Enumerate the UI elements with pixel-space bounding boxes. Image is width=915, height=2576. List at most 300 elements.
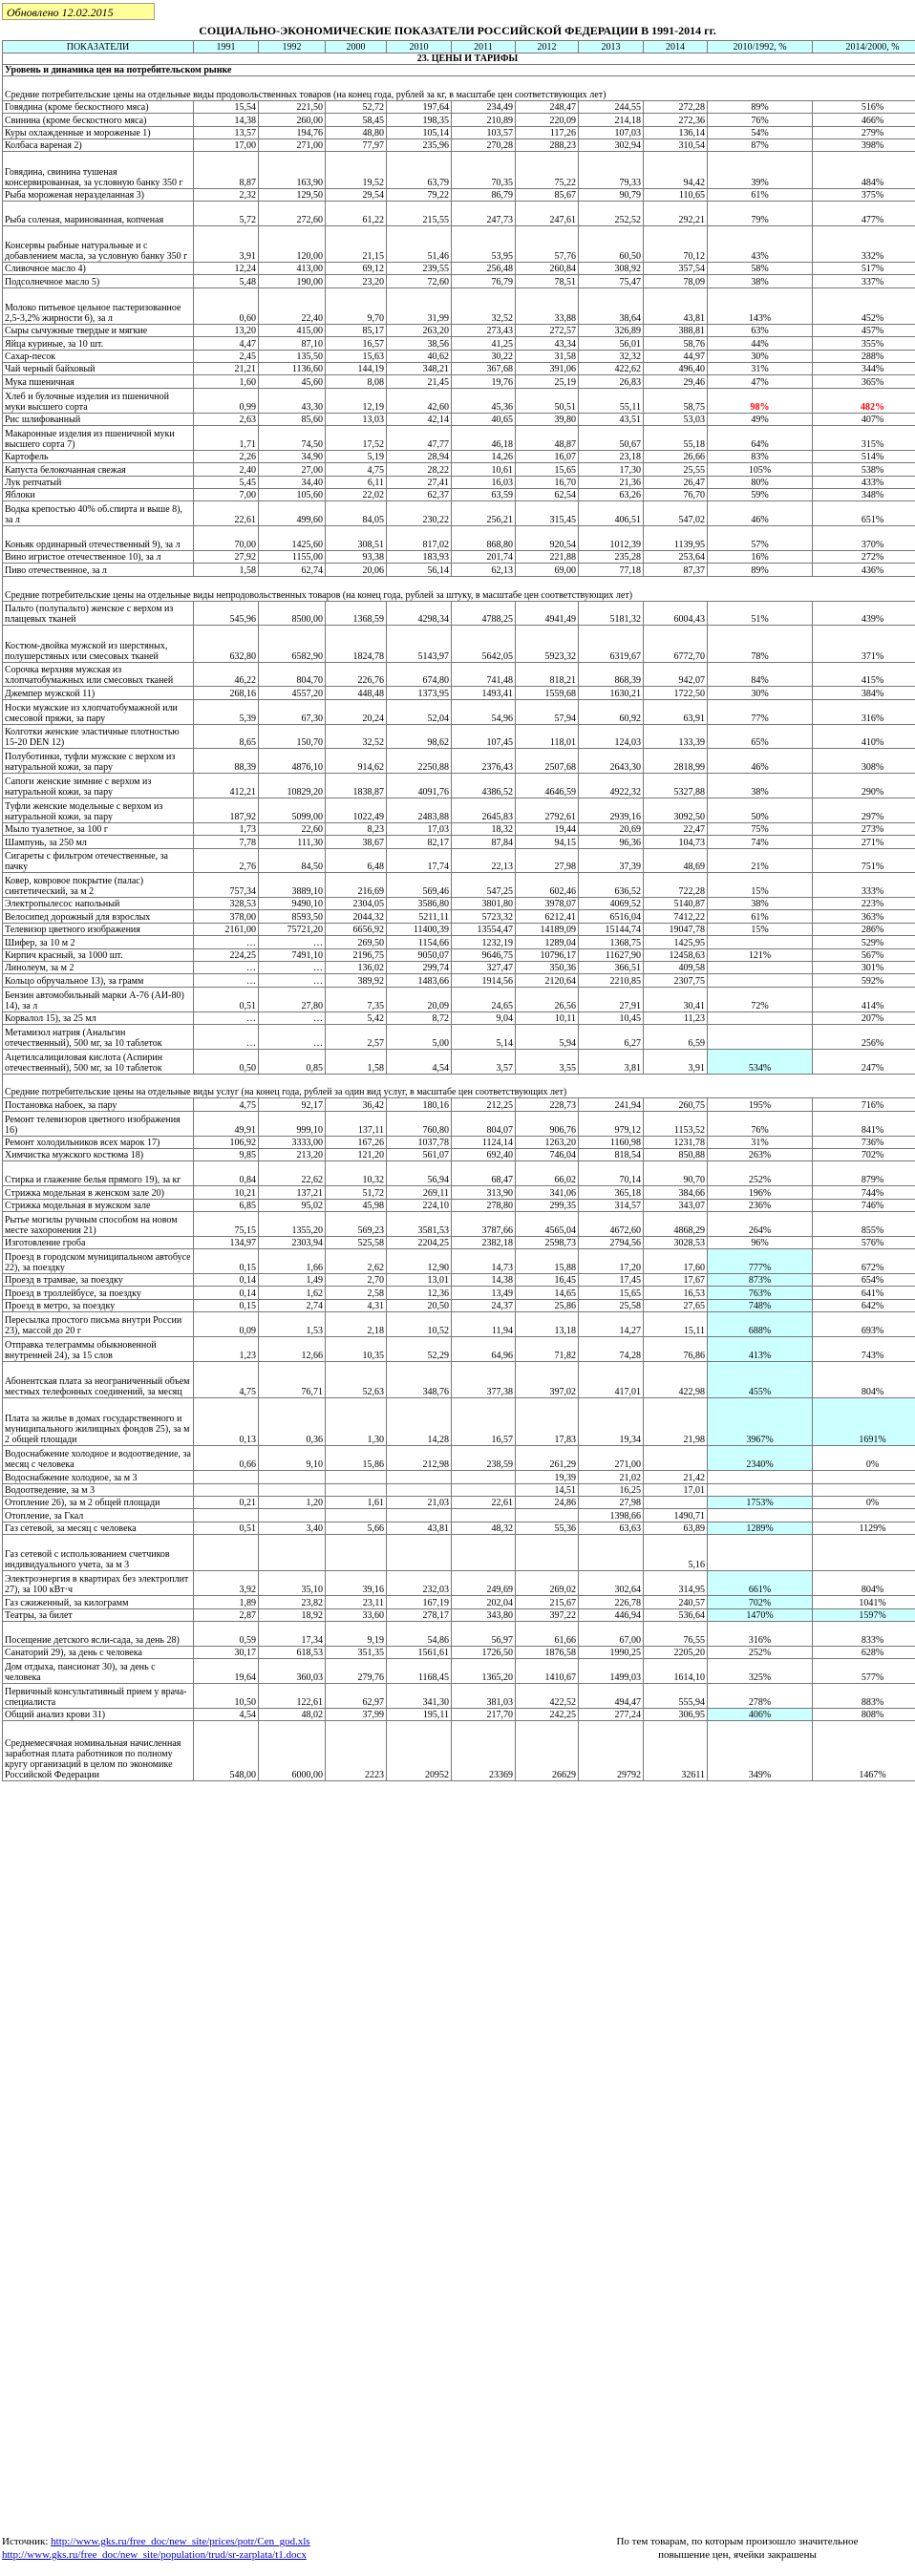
value-cell: 12,66	[259, 1336, 326, 1361]
value-cell: 422,52	[516, 1683, 579, 1708]
indicator-label: Бензин автомобильный марки А-76 (АИ-80) 14), за л	[3, 987, 194, 1011]
value-cell: 57,94	[516, 699, 579, 724]
value-cell: 1136,60	[259, 363, 326, 375]
value-cell: 561,07	[387, 1148, 452, 1160]
value-cell: 190,00	[259, 275, 326, 287]
percent-cell	[708, 1535, 813, 1571]
value-cell: 74,28	[579, 1336, 644, 1361]
value-cell: 87,84	[452, 836, 516, 848]
value-cell: 26,56	[516, 987, 579, 1011]
value-cell: 41,25	[452, 337, 516, 350]
percent-cell: 308%	[813, 749, 915, 774]
value-cell: 55,18	[644, 426, 708, 451]
indicator-label: Подсолнечное масло 5)	[3, 275, 194, 287]
value-cell: 313,90	[452, 1186, 516, 1199]
value-cell: 75,15	[194, 1211, 259, 1236]
value-cell: 52,04	[387, 699, 452, 724]
value-cell: 74,50	[259, 426, 326, 451]
value-cell: 16,25	[579, 1483, 644, 1496]
footer-note-line-2: повышение цен, ячейки закрашены	[658, 2549, 817, 2561]
value-cell: 1232,19	[452, 936, 516, 948]
value-cell: 0,36	[259, 1397, 326, 1446]
value-cell: 366,51	[579, 962, 644, 974]
value-cell: 0,59	[194, 1622, 259, 1647]
indicator-label: Театры, за билет	[3, 1608, 194, 1621]
source-link-wages[interactable]: http://www.gks.ru/free_doc/new_site/population/trud/sr-zarplata/t1.docx	[2, 2549, 307, 2561]
value-cell: 150,70	[259, 724, 326, 749]
percent-cell: 1753%	[708, 1497, 813, 1509]
value-cell: 272,60	[259, 201, 326, 225]
value-cell: 2120,64	[516, 974, 579, 987]
value-cell: 23,20	[326, 275, 387, 287]
value-cell: 261,29	[516, 1446, 579, 1471]
value-cell: 167,26	[326, 1136, 387, 1148]
value-cell: 7491,10	[259, 948, 326, 961]
value-cell: 0,60	[194, 287, 259, 324]
value-cell: 224,10	[387, 1199, 452, 1211]
percent-cell: 105%	[708, 463, 813, 476]
percent-cell: 96%	[708, 1236, 813, 1248]
percent-cell: 777%	[708, 1249, 813, 1274]
value-cell: 247,73	[452, 201, 516, 225]
value-cell: 56,97	[452, 1622, 516, 1647]
value-cell: 51,72	[326, 1186, 387, 1199]
value-cell: 19,34	[579, 1397, 644, 1446]
value-cell: 692,40	[452, 1148, 516, 1160]
value-cell: 1490,71	[644, 1509, 708, 1522]
percent-cell: 89%	[708, 564, 813, 576]
value-cell: 536,64	[644, 1608, 708, 1621]
value-cell: 4788,25	[452, 601, 516, 626]
value-cell: 2376,43	[452, 749, 516, 774]
table-row	[3, 848, 915, 873]
percent-cell: 77%	[708, 699, 813, 724]
value-cell: 2210,85	[579, 974, 644, 987]
value-cell: 5723,32	[452, 910, 516, 923]
table-row	[3, 1336, 915, 1361]
table-row	[3, 1646, 915, 1658]
value-cell: 63,63	[579, 1522, 644, 1534]
value-cell: 1,58	[194, 564, 259, 576]
table-row	[3, 152, 915, 188]
percent-cell: 290%	[813, 774, 915, 798]
value-cell: 133,39	[644, 724, 708, 749]
value-cell: 242,25	[516, 1708, 579, 1720]
value-cell: 35,10	[259, 1571, 326, 1596]
value-cell: 117,26	[516, 126, 579, 138]
value-cell: 343,80	[452, 1608, 516, 1621]
value-cell: 260,00	[259, 114, 326, 126]
value-cell: 9,04	[452, 1011, 516, 1024]
percent-cell: 46%	[708, 749, 813, 774]
value-cell: 868,80	[452, 526, 516, 551]
value-cell: 46,22	[194, 662, 259, 687]
table-row	[3, 1596, 915, 1608]
indicator-label: Кирпич красный, за 1000 шт.	[3, 948, 194, 961]
value-cell: 134,97	[194, 1236, 259, 1248]
value-cell: 230,22	[387, 501, 452, 526]
value-cell: 27,98	[516, 848, 579, 873]
table-row	[3, 1721, 915, 1781]
table-row	[3, 948, 915, 961]
value-cell: 11,94	[452, 1312, 516, 1337]
value-cell: 569,46	[387, 873, 452, 898]
value-cell: 273,43	[452, 324, 516, 336]
table-row	[3, 363, 915, 375]
value-cell: 19,76	[452, 375, 516, 388]
indicator-label: Плата за жилье в домах государственного и муниципального жилищных фондов 25), за м 2 общей площади	[3, 1397, 194, 1446]
value-cell: 44,97	[644, 350, 708, 362]
value-cell: 10,45	[579, 1011, 644, 1024]
table-row	[3, 1098, 915, 1111]
indicator-label: Проезд в троллейбусе, за поездку	[3, 1287, 194, 1299]
indicator-label: Носки мужские из хлопчатобумажной или смесовой пряжи, за пару	[3, 699, 194, 724]
value-cell: 42,14	[387, 413, 452, 425]
percent-cell: 278%	[708, 1683, 813, 1708]
value-cell: 62,37	[387, 489, 452, 501]
value-cell: 260,75	[644, 1098, 708, 1111]
percent-cell: 273%	[813, 822, 915, 835]
indicator-label: Метамизол натрия (Анальгин отечественный), 500 мг, за 10 таблеток	[3, 1025, 194, 1050]
value-cell: 17,00	[194, 138, 259, 151]
percent-cell: 457%	[813, 324, 915, 336]
value-cell: 118,01	[516, 724, 579, 749]
source-link-prices[interactable]: http://www.gks.ru/free_doc/new_site/prices/potr/Cen_god.xls	[51, 2536, 310, 2547]
value-cell: 18,92	[259, 1608, 326, 1621]
value-cell: 215,67	[516, 1596, 579, 1608]
value-cell: 632,80	[194, 626, 259, 662]
value-cell: 105,60	[259, 489, 326, 501]
value-cell: 1425,60	[259, 526, 326, 551]
value-cell: 270,28	[452, 138, 516, 151]
value-cell	[644, 1446, 708, 1471]
value-cell: 17,74	[387, 848, 452, 873]
value-cell: …	[259, 962, 326, 974]
value-cell: 45,36	[452, 388, 516, 413]
value-cell: 22,40	[259, 287, 326, 324]
value-cell: 12458,63	[644, 948, 708, 961]
value-cell: 1,30	[326, 1397, 387, 1446]
value-cell: …	[259, 936, 326, 948]
value-cell: 76,71	[259, 1361, 326, 1397]
value-cell: 52,72	[326, 100, 387, 113]
percent-cell: 365%	[813, 375, 915, 388]
value-cell: 30,17	[194, 1646, 259, 1658]
percent-cell	[708, 1471, 813, 1483]
value-cell: 66,02	[516, 1161, 579, 1186]
table-row	[3, 1497, 915, 1509]
value-cell	[259, 1471, 326, 1483]
value-cell: 27,98	[579, 1497, 644, 1509]
value-cell	[194, 1471, 259, 1483]
value-cell: 16,57	[452, 1397, 516, 1446]
value-cell: 15,88	[516, 1249, 579, 1274]
value-cell: 4941,49	[516, 601, 579, 626]
value-cell: 292,21	[644, 201, 708, 225]
value-cell: 1153,52	[644, 1111, 708, 1136]
percent-cell: 743%	[813, 1336, 915, 1361]
value-cell: 315,45	[516, 501, 579, 526]
value-cell: 1012,39	[579, 526, 644, 551]
value-cell: 13,03	[326, 413, 387, 425]
indicator-label: Сигареты с фильтром отечественные, за пачку	[3, 848, 194, 873]
value-cell: 1,89	[194, 1596, 259, 1608]
table-row	[3, 1148, 915, 1160]
value-cell: 22,62	[259, 1161, 326, 1186]
percent-cell: 271%	[813, 836, 915, 848]
percent-cell: 577%	[813, 1659, 915, 1684]
value-cell: 4565,04	[516, 1211, 579, 1236]
value-cell: 6,27	[579, 1025, 644, 1050]
value-cell: 5099,00	[259, 798, 326, 822]
value-cell: 183,93	[387, 550, 452, 563]
value-cell: 48,80	[326, 126, 387, 138]
value-cell: 4091,76	[387, 774, 452, 798]
value-cell: 70,14	[579, 1161, 644, 1186]
value-cell	[194, 1535, 259, 1571]
value-cell: 4,31	[326, 1299, 387, 1311]
value-cell: 341,06	[516, 1186, 579, 1199]
percent-cell	[813, 1471, 915, 1483]
value-cell: 52,29	[387, 1336, 452, 1361]
value-cell: 6,59	[644, 1025, 708, 1050]
value-cell: 3,91	[194, 225, 259, 262]
value-cell: 389,92	[326, 974, 387, 987]
value-cell: 1398,66	[579, 1509, 644, 1522]
footer-note-line-1: По тем товарам, по которым произошло значительное	[616, 2536, 859, 2547]
percent-cell	[708, 936, 813, 948]
value-cell: 1561,61	[387, 1646, 452, 1658]
value-cell: 1154,66	[387, 936, 452, 948]
value-cell: 45,98	[326, 1199, 387, 1211]
value-cell: 7,00	[194, 489, 259, 501]
value-cell: 0,13	[194, 1397, 259, 1446]
value-cell: 4672,60	[579, 1211, 644, 1236]
value-cell: 0,51	[194, 987, 259, 1011]
value-cell: 79,22	[387, 188, 452, 201]
value-cell: 48,02	[259, 1708, 326, 1720]
value-cell: 60,50	[579, 225, 644, 262]
percent-cell: 196%	[708, 1186, 813, 1199]
value-cell: 224,25	[194, 948, 259, 961]
table-row	[3, 1659, 915, 1684]
indicator-label: Лук репчатый	[3, 476, 194, 488]
percent-cell: 65%	[708, 724, 813, 749]
value-cell: 103,57	[452, 126, 516, 138]
value-cell: 920,54	[516, 526, 579, 551]
value-cell: 27,80	[259, 987, 326, 1011]
value-cell: 249,69	[452, 1571, 516, 1596]
value-cell: 2,45	[194, 350, 259, 362]
table-row	[3, 1136, 915, 1148]
table-row	[3, 1312, 915, 1337]
value-cell: 210,89	[452, 114, 516, 126]
value-cell: 84,05	[326, 501, 387, 526]
value-cell: 0,50	[194, 1049, 259, 1074]
value-cell: 5211,11	[387, 910, 452, 923]
percent-cell: 415%	[813, 662, 915, 687]
value-cell: 240,57	[644, 1596, 708, 1608]
percent-cell: 252%	[708, 1161, 813, 1186]
percent-cell: 333%	[813, 873, 915, 898]
value-cell: 2161,00	[194, 923, 259, 935]
percent-cell: 344%	[813, 363, 915, 375]
value-cell: 6656,92	[326, 923, 387, 935]
value-cell: 62,97	[326, 1683, 387, 1708]
value-cell: 351,35	[326, 1646, 387, 1658]
value-cell: 10,50	[194, 1683, 259, 1708]
table-row	[3, 413, 915, 425]
table-row	[3, 450, 915, 462]
percent-cell: 316%	[813, 699, 915, 724]
value-cell: 417,01	[579, 1361, 644, 1397]
value-cell: 9,70	[326, 287, 387, 324]
value-cell: 25,55	[644, 463, 708, 476]
value-cell: 1373,95	[387, 687, 452, 699]
percent-cell: 84%	[708, 662, 813, 687]
indicator-label: Проезд в трамвае, за поездку	[3, 1273, 194, 1286]
value-cell: 5140,87	[644, 898, 708, 910]
value-cell: 746,04	[516, 1148, 579, 1160]
value-cell: 43,51	[579, 413, 644, 425]
percent-cell: 61%	[708, 910, 813, 923]
value-cell: 17,01	[644, 1483, 708, 1496]
table-row	[3, 138, 915, 151]
value-cell: 32,52	[326, 724, 387, 749]
value-cell: 10,21	[194, 1186, 259, 1199]
value-cell: 350,36	[516, 962, 579, 974]
value-cell: 5,16	[644, 1535, 708, 1571]
value-cell: 32,32	[579, 350, 644, 362]
value-cell: 268,16	[194, 687, 259, 699]
value-cell: 3,81	[579, 1049, 644, 1074]
percent-cell: 76%	[708, 114, 813, 126]
value-cell: 15,54	[194, 100, 259, 113]
indicator-label: Шифер, за 10 м 2	[3, 936, 194, 948]
percent-cell: 1289%	[708, 1522, 813, 1534]
percent-cell: 38%	[708, 898, 813, 910]
value-cell: 2818,99	[644, 749, 708, 774]
indicator-label: Шампунь, за 250 мл	[3, 836, 194, 848]
value-cell: 84,50	[259, 848, 326, 873]
percent-cell: 264%	[708, 1211, 813, 1236]
value-cell	[452, 1509, 516, 1522]
value-cell: 0,99	[194, 388, 259, 413]
value-cell: 6004,43	[644, 601, 708, 626]
value-cell: 310,54	[644, 138, 708, 151]
value-cell: 137,21	[259, 1186, 326, 1199]
percent-cell: 413%	[708, 1336, 813, 1361]
percent-cell: 47%	[708, 375, 813, 388]
value-cell: 5,48	[194, 275, 259, 287]
source-label: Источник:	[2, 2536, 49, 2547]
value-cell: 5,94	[516, 1025, 579, 1050]
percent-cell: 716%	[813, 1098, 915, 1111]
percent-cell: 370%	[813, 526, 915, 551]
value-cell: 272,57	[516, 324, 579, 336]
indicator-label: Отопление, за Гкал	[3, 1509, 194, 1522]
value-cell: 85,67	[516, 188, 579, 201]
value-cell: 14,28	[387, 1397, 452, 1446]
indicator-label: Рыба соленая, маринованная, копченая	[3, 201, 194, 225]
value-cell	[326, 1509, 387, 1522]
value-cell: 2196,75	[326, 948, 387, 961]
value-cell: 124,03	[579, 724, 644, 749]
table-row	[3, 388, 915, 413]
value-cell: 21,45	[387, 375, 452, 388]
table-row	[3, 1683, 915, 1708]
value-cell: 120,00	[259, 225, 326, 262]
value-cell: 90,79	[579, 188, 644, 201]
value-cell: 13,01	[387, 1273, 452, 1286]
percent-cell: 534%	[708, 1049, 813, 1074]
value-cell: 388,81	[644, 324, 708, 336]
page-title: СОЦИАЛЬНО-ЭКОНОМИЧЕСКИЕ ПОКАЗАТЕЛИ РОССИЙСКОЙ ФЕДЕРАЦИИ В 1991-2014 гг.	[199, 24, 716, 37]
table-row	[3, 1211, 915, 1236]
percent-cell: 2340%	[708, 1446, 813, 1471]
group-label: Средние потребительские цены на отдельные виды услуг (на конец года, рублей за один вид услуг, в масштабе цен соответствующих лет)	[3, 1074, 915, 1098]
table-row	[3, 489, 915, 501]
value-cell: 30,22	[452, 350, 516, 362]
value-cell: 63,79	[387, 152, 452, 188]
value-cell: 67,30	[259, 699, 326, 724]
value-cell: 26,47	[644, 476, 708, 488]
percent-cell: 349%	[708, 1721, 813, 1781]
value-cell: 1155,00	[259, 550, 326, 563]
value-cell: 4069,52	[579, 898, 644, 910]
value-cell: 63,91	[644, 699, 708, 724]
value-cell: 95,02	[259, 1199, 326, 1211]
value-cell: 37,99	[326, 1708, 387, 1720]
value-cell: 19,44	[516, 822, 579, 835]
value-cell: 43,81	[644, 287, 708, 324]
value-cell	[326, 1535, 387, 1571]
value-cell: 135,50	[259, 350, 326, 362]
value-cell: …	[194, 1011, 259, 1024]
value-cell: 999,10	[259, 1111, 326, 1136]
percent-cell	[708, 1025, 813, 1050]
indicator-label: Первичный консультативный прием у врача-специалиста	[3, 1683, 194, 1708]
value-cell: 327,47	[452, 962, 516, 974]
indicator-label: Сахар-песок	[3, 350, 194, 362]
percent-cell: 195%	[708, 1098, 813, 1111]
percent-cell: 348%	[813, 489, 915, 501]
value-cell: 2,63	[194, 413, 259, 425]
value-cell: 21,03	[387, 1497, 452, 1509]
percent-cell: 833%	[813, 1622, 915, 1647]
value-cell: 43,81	[387, 1522, 452, 1534]
value-cell: 25,19	[516, 375, 579, 388]
value-cell: 391,06	[516, 363, 579, 375]
value-cell: 221,88	[516, 550, 579, 563]
table-row	[3, 350, 915, 362]
value-cell: 53,95	[452, 225, 516, 262]
value-cell: 555,94	[644, 1683, 708, 1708]
value-cell: 3978,07	[516, 898, 579, 910]
value-cell: 197,64	[387, 100, 452, 113]
indicator-label: Говядина, свинина тушеная консервированная, за условную банку 350 г	[3, 152, 194, 188]
table-row	[3, 1236, 915, 1248]
table-row	[3, 936, 915, 948]
value-cell: 2,87	[194, 1608, 259, 1621]
value-cell: 232,03	[387, 1571, 452, 1596]
percent-cell: 746%	[813, 1199, 915, 1211]
value-cell: 252,52	[579, 201, 644, 225]
value-cell: 741,48	[452, 662, 516, 687]
value-cell: 2,70	[326, 1273, 387, 1286]
value-cell: 76,55	[644, 1622, 708, 1647]
percent-cell: 576%	[813, 1236, 915, 1248]
